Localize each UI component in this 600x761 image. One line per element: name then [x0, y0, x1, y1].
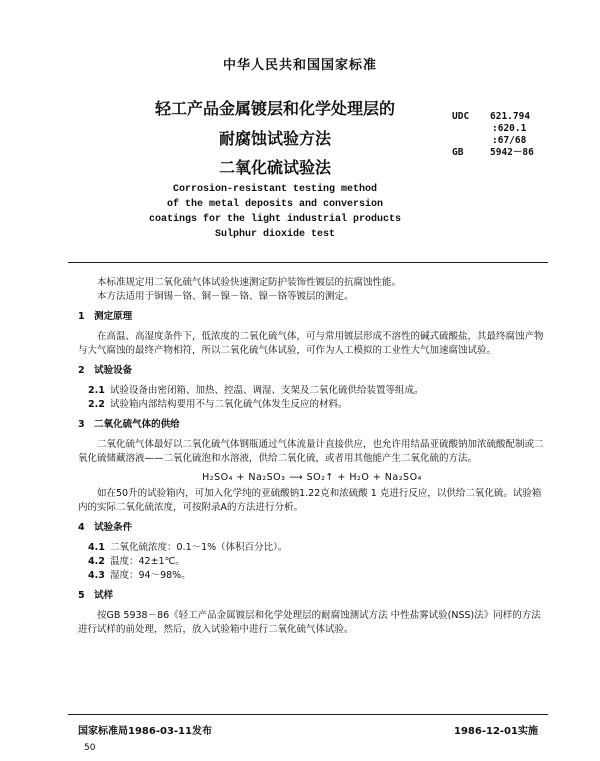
- effective-date: 1986-12-01实施: [454, 726, 538, 737]
- document-body: [78, 276, 546, 637]
- section-4-heading: 4 试验条件: [78, 522, 133, 533]
- udc-classification: [452, 111, 530, 147]
- document-title-line-3: 二氧化硫试验法: [218, 158, 331, 177]
- english-title: [100, 182, 450, 242]
- intro-paragraph-1: 本标准规定用二氧化硫气体试验快速测定防护装饰性镀层的抗腐蚀性能。: [97, 277, 402, 288]
- document-title-line-2: 耐腐蚀试验方法: [218, 129, 331, 148]
- item-number: 4.3: [88, 570, 105, 581]
- section-3-paragraph-1: 二氧化硫气体最好以二氧化硫气体钢瓶通过气体流量计直接供应，也允许用结晶亚硫酸钠加浓硫酸配制或二氧化硫储藏溶液——二氧化硫泡和水溶液，供给二氧化硫，或者用其他能产生二氧化硫的方法。: [78, 439, 544, 464]
- item-text: 试验箱内部结构要用不与二氧化硫气体发生反应的材料。: [110, 399, 348, 410]
- document-title-line-1: 轻工产品金属镀层和化学处理层的: [154, 99, 395, 118]
- section-4-item-2: [78, 555, 546, 569]
- section-3-heading: 3 二氧化硫气体的供给: [78, 419, 180, 430]
- gb-label: GB: [452, 147, 464, 158]
- section-5-heading: 5 试样: [78, 590, 114, 601]
- section-2-item-1: [78, 384, 546, 398]
- item-number: 4.1: [88, 542, 105, 553]
- gb-number: [452, 147, 534, 159]
- item-text: 二氧化硫浓度：0.1～1%（体积百分比）。: [110, 542, 288, 553]
- section-3-paragraph-2: 如在50升的试验箱内，可加入化学纯的亚硫酸钠1.22克和浓硫酸 1 克进行反应，以供给二氧化硫。试验箱内的实际二氧化硫浓度，可按附录A的方法进行分析。: [78, 488, 542, 513]
- udc-line-3: :67/68: [492, 135, 527, 146]
- item-number: 2.1: [88, 385, 105, 396]
- item-number: 2.2: [88, 399, 105, 410]
- section-1-heading: 1 测定原理: [78, 311, 133, 322]
- section-2-item-2: [78, 398, 546, 412]
- header-divider: [68, 262, 548, 263]
- item-text: 试验设备由密闭箱、加热、控温、调湿、支架及二氧化硫供给装置等组成。: [110, 385, 424, 396]
- english-title-line-2: of the metal deposits and conversion: [166, 199, 384, 210]
- english-title-line-3: coatings for the light industrial products: [148, 214, 402, 225]
- english-title-line-1: Corrosion-resistant testing method: [172, 184, 378, 195]
- udc-line-1: 621.794: [490, 111, 531, 122]
- item-number: 4.2: [88, 556, 105, 567]
- gb-number-value: 5942－86: [490, 147, 534, 158]
- section-4-item-1: [78, 541, 546, 555]
- section-2-heading: 2 试验设备: [78, 365, 133, 376]
- udc-label: UDC: [452, 111, 470, 122]
- intro-paragraph-2: 本方法适用于铜锡－铬、铜－镍－铬、镍－铬等镀层的测定。: [97, 291, 354, 302]
- national-standard-heading: 中华人民共和国国家标准: [222, 58, 377, 73]
- section-1-text: 在高温、高湿度条件下，低浓度的二氧化硫气体，可与常用镀层形成不溶性的碱式硫酸盐，其最终腐蚀产物与大气腐蚀的最终产物相符，所以二氧化硫气体试验，可作为人工模拟的工业性大气加速腐蚀试验。: [78, 331, 544, 356]
- item-text: 湿度：94～98%。: [110, 570, 191, 581]
- chemical-equation: H₂SO₄ + Na₂SO₃ ⟶ SO₂↑ + H₂O + Na₂SO₄: [202, 472, 422, 483]
- footer-divider: [68, 714, 548, 715]
- udc-line-2: :620.1: [492, 123, 527, 134]
- item-text: 温度：42±1℃。: [110, 556, 185, 567]
- issue-date: 国家标准局1986-03-11发布: [78, 726, 212, 737]
- section-4-item-3: [78, 569, 546, 583]
- page-number: 50: [84, 743, 96, 753]
- section-5-text: 按GB 5938－86《轻工产品金属镀层和化学处理层的耐腐蚀测试方法 中性盐雾试验(NSS)法》同样的方法进行试样的前处理，然后，放入试验箱中进行二氧化硫气体试验。: [78, 610, 541, 635]
- english-title-line-4: Sulphur dioxide test: [214, 229, 336, 240]
